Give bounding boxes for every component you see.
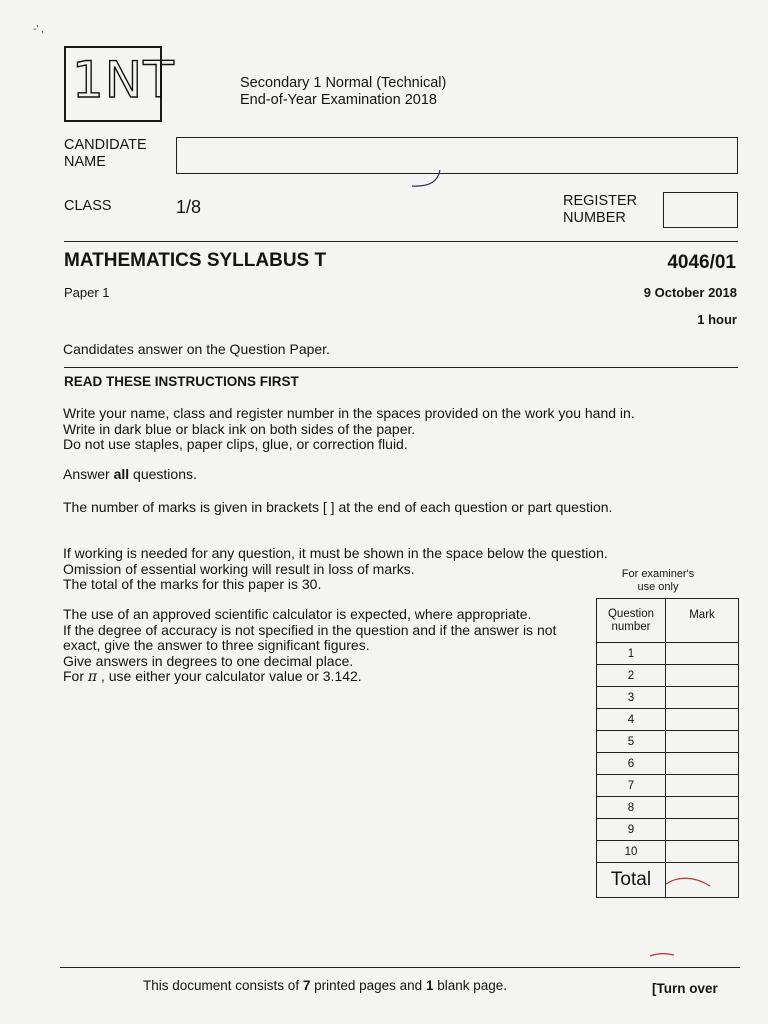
examiner-caption-line-1: For examiner's — [621, 568, 695, 580]
question-number: 7 — [597, 775, 666, 797]
instruction-text: , use either your calculator value or 3.142. — [97, 668, 362, 684]
instruction-line: Omission of essential working will result in loss of marks. — [63, 560, 415, 577]
instruction-line: Write in dark blue or black ink on both sides of the paper. — [63, 420, 416, 437]
footer-text: blank page. — [433, 978, 508, 993]
candidate-name-label-line-1: CANDIDATE — [64, 137, 147, 153]
instruction-emphasis: all — [113, 466, 130, 482]
register-number-field[interactable] — [663, 192, 738, 228]
header-divider — [64, 241, 738, 242]
question-number: 9 — [597, 819, 666, 841]
footer-text: This document consists of — [143, 978, 303, 993]
mark-cell[interactable] — [666, 753, 739, 775]
footer-divider — [60, 967, 740, 968]
table-row — [597, 819, 739, 841]
question-number: 4 — [597, 709, 666, 731]
paper-code: 4046/01 — [667, 252, 736, 273]
mark-cell[interactable] — [666, 775, 739, 797]
instruction-line: The use of an approved scientific calculator is expected, where appropriate. — [63, 606, 532, 622]
examiner-marks-table — [596, 598, 739, 898]
answer-note: Candidates answer on the Question Paper. — [63, 341, 330, 357]
paper-logo: 1NT — [72, 51, 175, 109]
table-row — [597, 687, 739, 709]
exam-date: 9 October 2018 — [643, 285, 737, 300]
question-number-header — [597, 599, 666, 643]
question-number: 2 — [597, 665, 666, 687]
examiner-caption — [598, 568, 718, 593]
table-row — [597, 797, 739, 819]
instruction-line: If working is needed for any question, it must be shown in the space below the question. — [63, 545, 608, 561]
instruction-line: exact, give the answer to three significant figures. — [63, 637, 370, 653]
instructions-paragraph-2 — [63, 467, 197, 483]
blank-pages-count: 1 — [425, 978, 434, 993]
register-label-line-2: NUMBER — [563, 210, 626, 226]
mark-cell[interactable] — [666, 687, 739, 709]
paper-number: Paper 1 — [64, 285, 110, 300]
mark-cell[interactable] — [666, 841, 739, 863]
question-number: 6 — [597, 753, 666, 775]
total-label: Total — [597, 863, 666, 898]
red-pen-mark — [648, 950, 678, 960]
table-row — [597, 753, 739, 775]
instructions-heading: READ THESE INSTRUCTIONS FIRST — [64, 374, 299, 389]
candidate-name-label-line-2: NAME — [64, 154, 106, 170]
register-number-label — [563, 193, 637, 227]
instruction-line: Write your name, class and register number in the spaces provided on the work you hand in. — [63, 405, 635, 421]
turn-over-note: [Turn over — [652, 981, 718, 996]
table-row — [597, 731, 739, 753]
mark-cell[interactable] — [666, 731, 739, 753]
exam-duration: 1 hour — [697, 312, 737, 327]
instructions-paragraph-5 — [63, 607, 556, 686]
instructions-paragraph-3: The number of marks is given in brackets [ ] at the end of each question or part question. — [63, 499, 613, 515]
examiner-caption-line-2: use only — [637, 580, 679, 593]
subject-title: MATHEMATICS SYLLABUS T — [64, 250, 327, 271]
mark-cell[interactable] — [666, 643, 739, 665]
mark-header: Mark — [666, 599, 739, 643]
instruction-line — [63, 669, 556, 686]
exam-title-line-1: Secondary 1 Normal (Technical) — [240, 75, 447, 91]
candidate-name-field[interactable] — [176, 137, 738, 174]
mark-cell[interactable] — [666, 665, 739, 687]
header-text: Question — [607, 607, 655, 620]
instruction-line: If the degree of accuracy is not specified in the question and if the answer is not — [63, 621, 557, 638]
table-row — [597, 643, 739, 665]
exam-title — [240, 75, 446, 109]
pen-tick-mark — [408, 168, 448, 192]
instructions-paragraph-4 — [63, 546, 608, 593]
instruction-text: questions. — [129, 466, 197, 482]
mark-cell[interactable] — [666, 709, 739, 731]
question-number: 5 — [597, 731, 666, 753]
red-pen-mark — [664, 874, 714, 888]
class-value: 1/8 — [176, 197, 202, 217]
question-number: 1 — [597, 643, 666, 665]
register-label-line-1: REGISTER — [563, 193, 638, 209]
exam-title-line-2: End-of-Year Examination 2018 — [240, 92, 437, 108]
stray-mark: -' , — [33, 24, 44, 35]
table-row — [597, 841, 739, 863]
printed-pages-count: 7 — [302, 978, 311, 993]
header-text: number — [611, 620, 651, 633]
instruction-line: Do not use staples, paper clips, glue, or correction fluid. — [63, 436, 408, 452]
question-number: 3 — [597, 687, 666, 709]
mark-cell[interactable] — [666, 819, 739, 841]
candidate-name-label — [64, 137, 147, 171]
table-row — [597, 709, 739, 731]
table-row — [597, 775, 739, 797]
mark-cell[interactable] — [666, 797, 739, 819]
question-number: 8 — [597, 797, 666, 819]
table-row — [597, 665, 739, 687]
instruction-line: Give answers in degrees to one decimal place. — [63, 652, 354, 669]
class-label: CLASS — [64, 198, 112, 214]
instruction-line: The total of the marks for this paper is 30. — [63, 576, 322, 592]
footer-text: printed pages and — [310, 978, 426, 993]
table-header-row — [597, 599, 739, 643]
pi-symbol: π — [87, 669, 98, 685]
instructions-divider — [64, 367, 738, 368]
question-number: 10 — [597, 841, 666, 863]
instruction-text: Answer — [63, 466, 114, 482]
page-count-note — [143, 978, 507, 993]
instruction-text: For — [63, 668, 88, 684]
instructions-paragraph-1 — [63, 406, 635, 453]
